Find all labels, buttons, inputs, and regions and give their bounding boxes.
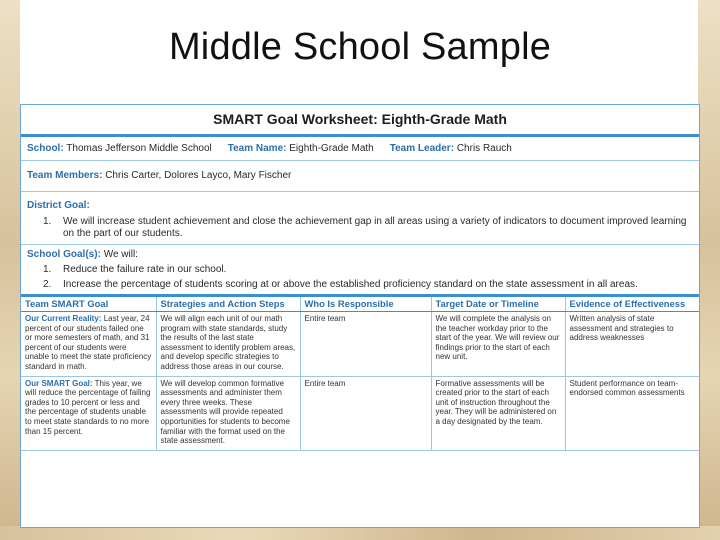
cell-label: Our Current Reality: bbox=[25, 314, 102, 323]
list-item-text: We will increase student achievement and close the achievement gap in all areas using a variety of indicators to document improved learning on the part of our students. bbox=[63, 216, 687, 239]
divider bbox=[21, 160, 699, 161]
team-members-row bbox=[21, 169, 699, 183]
team-leader-field bbox=[390, 142, 512, 156]
list-item bbox=[43, 216, 693, 240]
bottom-decorative-band bbox=[0, 526, 720, 540]
timeline-cell: Formative assessments will be created prior to the start of each unit of instruction throughout the year. They will be administered on a day designated by the team. bbox=[431, 376, 565, 450]
strategies-cell: We will align each unit of our math program with state standards, study the results of the last state assessment to identify problem areas, and develop specific strategies to address those areas in our course. bbox=[156, 312, 300, 377]
school-goal-list bbox=[21, 264, 699, 291]
table-header-row bbox=[21, 296, 699, 312]
team-goal-cell bbox=[21, 312, 156, 377]
cell-text: Last year, 24 percent of our students failed one or more semesters of math, and 31 percent of our students were unable to meet the state proficiency standard in math. bbox=[25, 314, 152, 371]
smart-goal-table bbox=[21, 294, 699, 451]
slide-title: Middle School Sample bbox=[168, 26, 552, 68]
worksheet-title: SMART Goal Worksheet: Eighth-Grade Math bbox=[21, 105, 699, 137]
list-item-text: Increase the percentage of students scoring at or above the established proficiency standard on the state assessment in all areas. bbox=[63, 279, 638, 290]
worksheet bbox=[20, 104, 700, 528]
team-members-value: Chris Carter, Dolores Layco, Mary Fischer bbox=[105, 170, 292, 181]
list-item bbox=[43, 279, 693, 291]
district-goal-block bbox=[21, 200, 699, 211]
timeline-cell: We will complete the analysis on the teacher workday prior to the start of the year. We will review our findings prior to the start of each new unit. bbox=[431, 312, 565, 377]
team-leader-value: Chris Rauch bbox=[456, 143, 512, 154]
left-decorative-band bbox=[0, 0, 20, 540]
strategies-cell: We will develop common formative assessments and administer them every three weeks. These assessments will provide repeated opportunities for students to become familiar with the format used on the state assessment. bbox=[156, 376, 300, 450]
school-value: Thomas Jefferson Middle School bbox=[66, 143, 212, 154]
team-info-row bbox=[21, 142, 699, 156]
evidence-cell: Written analysis of state assessment and strategies to address weaknesses bbox=[565, 312, 699, 377]
cell-text: This year, we will reduce the percentage of failing grades to 10 percent or less and the percentage of students unable to meet state standards to no more than 15 percent. bbox=[25, 378, 151, 436]
school-goal-block bbox=[21, 249, 699, 260]
school-goal-label: School Goal(s): bbox=[27, 249, 101, 260]
team-name-field bbox=[228, 142, 374, 156]
school-field bbox=[27, 142, 212, 156]
list-item bbox=[43, 264, 693, 276]
team-name-value: Eighth-Grade Math bbox=[289, 143, 374, 154]
team-members-label: Team Members: bbox=[27, 170, 103, 181]
divider bbox=[21, 244, 699, 245]
column-header: Evidence of Effectiveness bbox=[565, 296, 699, 312]
list-item-number: 1. bbox=[43, 216, 52, 227]
column-header: Strategies and Action Steps bbox=[156, 296, 300, 312]
right-decorative-band bbox=[698, 0, 720, 540]
divider bbox=[21, 191, 699, 192]
team-leader-label: Team Leader: bbox=[389, 143, 455, 154]
district-goal-list bbox=[21, 216, 699, 240]
column-header: Target Date or Timeline bbox=[431, 296, 565, 312]
school-goal-intro: We will: bbox=[103, 249, 138, 260]
team-name-label: Team Name: bbox=[227, 143, 287, 154]
school-label: School: bbox=[27, 143, 64, 154]
responsible-cell: Entire team bbox=[300, 376, 431, 450]
list-item-text: Reduce the failure rate in our school. bbox=[63, 264, 227, 275]
district-goal-label: District Goal: bbox=[27, 200, 90, 211]
column-header: Team SMART Goal bbox=[21, 296, 156, 312]
column-header: Who Is Responsible bbox=[300, 296, 431, 312]
list-item-number: 2. bbox=[43, 279, 52, 290]
list-item-number: 1. bbox=[43, 264, 52, 275]
cell-label: Our SMART Goal: bbox=[25, 378, 93, 388]
evidence-cell: Student performance on team-endorsed common assessments bbox=[565, 376, 699, 450]
table-row bbox=[21, 312, 699, 377]
table-row bbox=[21, 376, 699, 450]
responsible-cell: Entire team bbox=[300, 312, 431, 377]
team-goal-cell bbox=[21, 376, 156, 450]
